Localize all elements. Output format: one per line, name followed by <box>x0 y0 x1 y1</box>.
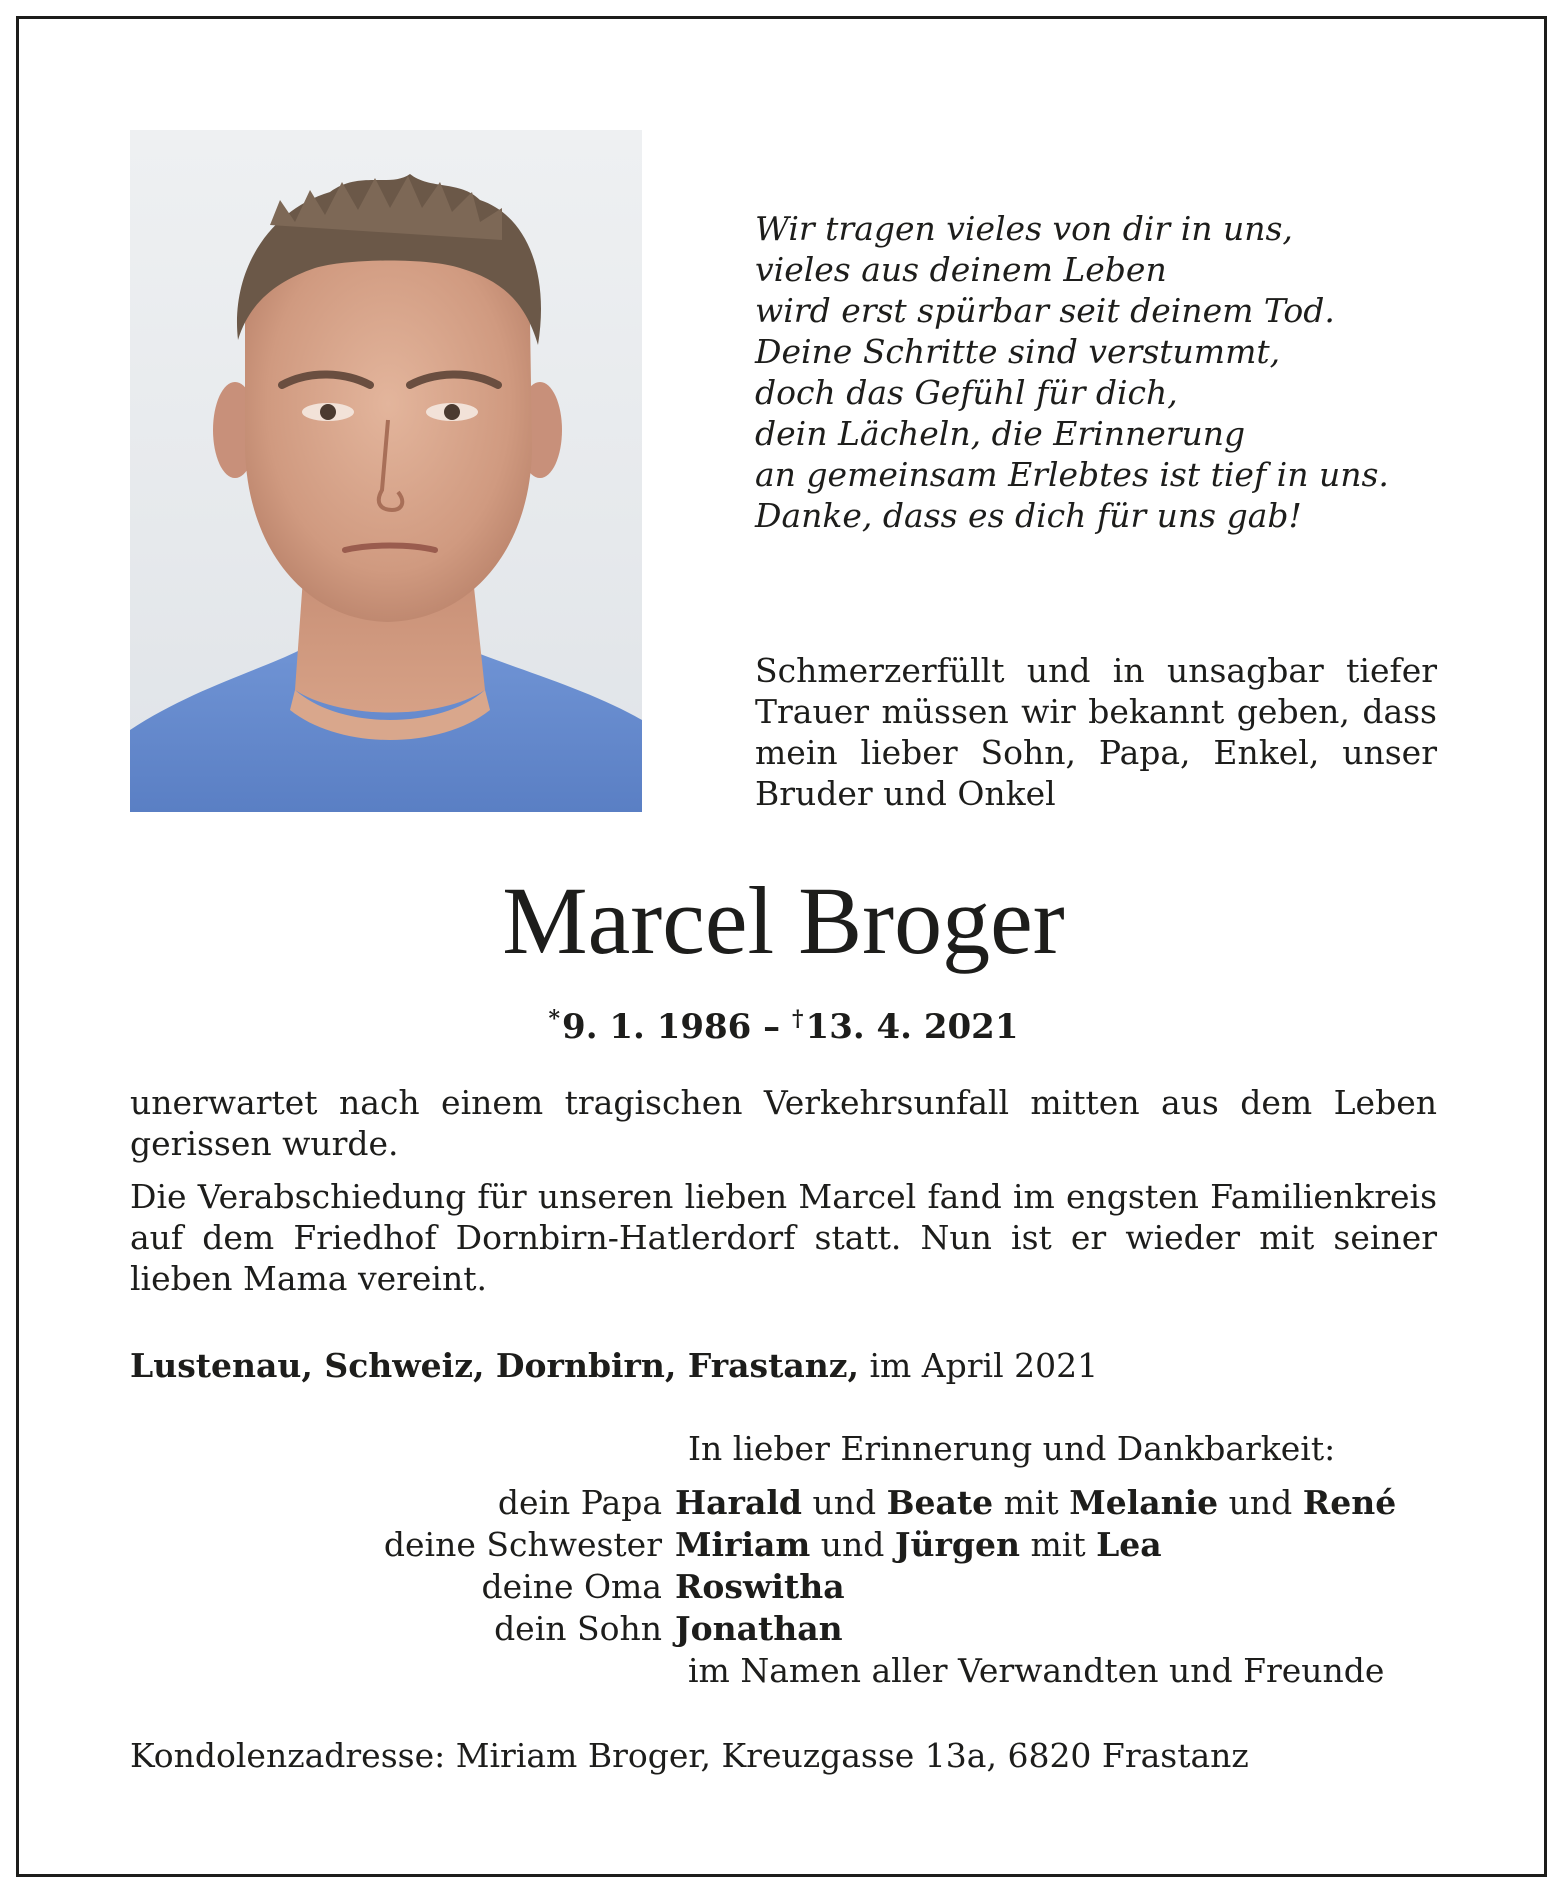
family-connector: mit <box>993 1483 1070 1522</box>
poem-line: dein Lächeln, die Erinnerung <box>755 414 1246 453</box>
poem-line: wird erst spürbar seit deinem Tod. <box>755 291 1335 330</box>
family-row <box>130 1482 1460 1524</box>
family-row <box>130 1524 1460 1566</box>
life-dates <box>0 998 1567 1048</box>
paragraph-circumstances: unerwartet nach einem tragischen Verkehrsunfall mitten aus dem Leben gerissen wurde. <box>130 1083 1437 1163</box>
poem-line: Wir tragen vieles von dir in uns, <box>755 209 1293 248</box>
family-member-name: Lea <box>1096 1525 1162 1564</box>
family-connector: und <box>1218 1483 1303 1522</box>
places: Lustenau, Schweiz, Dornbirn, Frastanz, <box>130 1346 859 1385</box>
birth-date: 9. 1. 1986 <box>562 1007 752 1047</box>
places-and-date <box>130 1345 1098 1386</box>
family-list <box>130 1482 1460 1650</box>
family-row <box>130 1608 1460 1650</box>
family-members <box>675 1566 1460 1608</box>
poem <box>755 208 1455 536</box>
poem-line: Deine Schritte sind verstummt, <box>755 332 1281 371</box>
family-relation: dein Papa <box>497 1483 662 1522</box>
announcement-intro: Schmerzerfüllt und in unsagbar tiefer Trauer müssen wir bekannt geben, dass mein lieber Sohn, Papa, Enkel, unser Bruder und Onkel <box>755 651 1437 813</box>
family-members <box>675 1482 1460 1524</box>
family-relation: dein Sohn <box>494 1609 662 1648</box>
family-members <box>675 1608 1460 1650</box>
condolence-address: Kondolenzadresse: Miriam Broger, Kreuzgasse 13a, 6820 Frastanz <box>130 1736 1249 1775</box>
date-separator: – <box>751 1007 793 1047</box>
poem-line: doch das Gefühl für dich, <box>755 373 1178 412</box>
family-relation: deine Oma <box>481 1567 662 1606</box>
birth-symbol: * <box>548 1006 561 1032</box>
family-connector: und <box>810 1525 895 1564</box>
thanks-line: In lieber Erinnerung und Dankbarkeit: <box>688 1429 1336 1468</box>
closing-line: im Namen aller Verwandten und Freunde <box>688 1651 1385 1690</box>
family-member-name: Roswitha <box>675 1567 845 1606</box>
family-member-name: Beate <box>886 1483 994 1522</box>
death-date: 13. 4. 2021 <box>805 1007 1019 1047</box>
family-row <box>130 1566 1460 1608</box>
family-member-name: Jonathan <box>675 1609 843 1648</box>
announcement-date: im April 2021 <box>858 1346 1099 1385</box>
family-relation: deine Schwester <box>383 1525 662 1564</box>
family-member-name: René <box>1302 1483 1397 1522</box>
paragraph-farewell: Die Verabschiedung für unseren lieben Marcel fand im engsten Familienkreis auf dem Friedhof Dornbirn-Hatlerdorf statt. Nun ist er wieder mit seiner lieben Mama vereint. <box>130 1177 1437 1298</box>
deceased-name: Marcel Broger <box>502 867 1065 974</box>
family-member-name: Harald <box>675 1483 802 1522</box>
family-members <box>675 1524 1460 1566</box>
family-member-name: Jürgen <box>894 1525 1020 1564</box>
portrait-photo <box>130 130 642 812</box>
poem-line: an gemeinsam Erlebtes ist tief in uns. <box>755 455 1389 494</box>
family-connector: und <box>801 1483 887 1522</box>
family-member-name: Melanie <box>1069 1483 1219 1522</box>
family-connector: mit <box>1019 1525 1097 1564</box>
family-member-name: Miriam <box>675 1525 811 1564</box>
poem-line: Danke, dass es dich für uns gab! <box>755 496 1302 535</box>
poem-line: vieles aus deinem Leben <box>755 250 1167 289</box>
death-symbol: † <box>792 1006 804 1032</box>
